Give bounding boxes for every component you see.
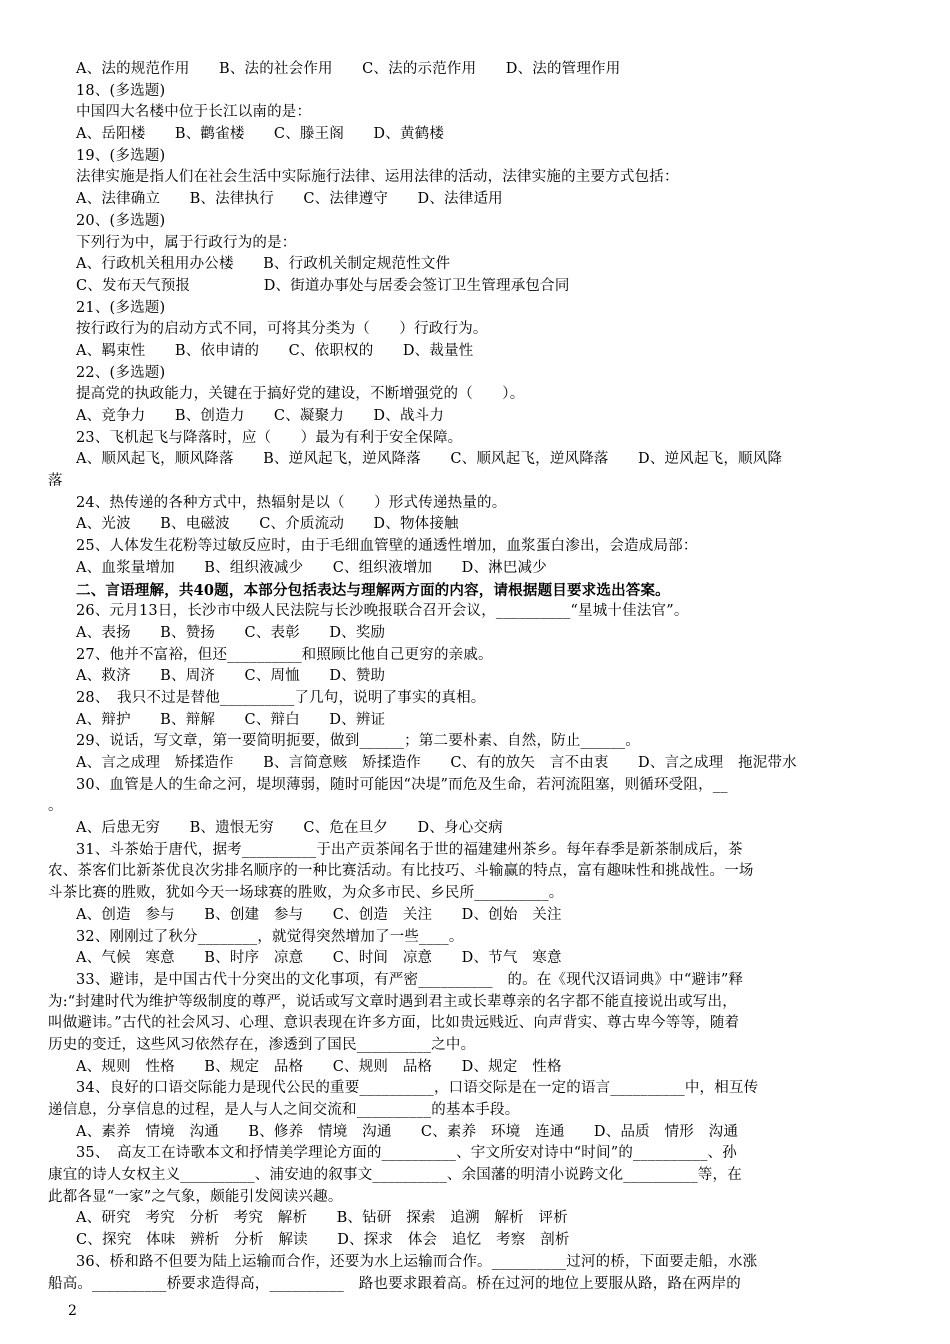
text-line-16: 提高党的执政能力，关键在于搞好党的建设，不断增强党的（ ）。 bbox=[76, 386, 525, 403]
question-31: 31、斗茶始于唐代，据考__________于出产贡茶闻名于世的福建建州茶乡。每年春季是新茶制成后，茶 bbox=[76, 841, 743, 858]
text-line-9: 下列行为中，属于行政行为的是： bbox=[76, 234, 297, 251]
text-line-10: A、行政机关租用办公楼 B、行政机关制定规范性文件 bbox=[76, 256, 451, 273]
question-32: 32、刚刚过了秋分________，就觉得突然增加了一些____。 bbox=[76, 928, 464, 945]
text-line-14: A、羁束性 B、依申请的 C、依职权的 D、裁量性 bbox=[76, 342, 474, 359]
text-line-45: 叫做避讳。”古代的社会风习、心理、意识表现在许多方面，比如贵远贱近、向声背实、尊古卑今等等，随着 bbox=[48, 1015, 740, 1032]
question-28: 28、 我只不过是替他__________了几句，说明了事实的真相。 bbox=[76, 689, 486, 706]
text-line-17: A、竞争力 B、创造力 C、凝聚力 D、战斗力 bbox=[76, 408, 445, 424]
question-18-header: 18、(多选题) bbox=[76, 82, 166, 99]
text-line-35: 。 bbox=[48, 798, 63, 815]
text-line-20: 落 bbox=[48, 473, 63, 490]
question-21-header: 21、(多选题) bbox=[76, 299, 166, 316]
question-22-header: 22、(多选题) bbox=[76, 364, 166, 381]
text-line-33: A、言之成理 矫揉造作 B、言简意赅 矫揉造作 C、有的放矢 言不由衷 D、言之成理 拖泥带水 bbox=[76, 755, 797, 771]
question-27: 27、他并不富裕，但还__________和照顾比他自己更穷的亲戚。 bbox=[76, 646, 493, 663]
section-heading: 二、言语理解，共40题，本部分包括表达与理解两方面的内容，请根据题目要求选出答案。 bbox=[76, 581, 670, 599]
text-line-38: 农、茶客们比新茶优良次劣排名顺序的一种比赛活动。有比技巧、斗输赢的特点，富有趣味性和挑战性。一场 bbox=[48, 863, 754, 880]
text-line-31: A、辩护 B、辩解 C、辩白 D、辨证 bbox=[76, 711, 386, 728]
text-line-53: 此都各显“一家”之气象，颇能引发阅读兴趣。 bbox=[48, 1188, 343, 1205]
text-line-47: A、规则 性格 B、规定 品格 C、规则 品格 D、规定 性格 bbox=[76, 1058, 562, 1075]
question-30: 30、血管是人的生命之河，堤坝薄弱，随时可能因“决堤”而危及生命，若河流阻塞，则循环受阻，__ bbox=[76, 776, 728, 793]
text-line-6: 法律实施是指人们在社会生活中实际施行法律、运用法律的活动，法律实施的主要方式包括： bbox=[76, 169, 679, 186]
text-line-42: A、气候 寒意 B、时序 凉意 C、时间 凉意 D、节气 寒意 bbox=[76, 950, 562, 967]
text-line-36: A、后患无穷 B、遗恨无穷 C、危在旦夕 D、身心交病 bbox=[76, 820, 503, 837]
text-line-13: 按行政行为的启动方式不同，可将其分类为（ ）行政行为。 bbox=[76, 321, 488, 338]
text-line-44: 为:“封建时代为维护等级制度的尊严，说话或写文章时遇到君主或长辈尊亲的名字都不能直接说出或写出， bbox=[48, 993, 737, 1010]
text-line-3: 中国四大名楼中位于长江以南的是： bbox=[76, 104, 312, 121]
text-line-52: 康宜的诗人女权主义__________、浦安迪的叙事文__________、余国藩的明清小说跨文化__________等，在 bbox=[48, 1167, 742, 1184]
text-line-1: A、法的规范作用 B、法的社会作用 C、法的示范作用 D、法的管理作用 bbox=[76, 61, 621, 77]
text-line-22: A、光波 B、电磁波 C、介质流动 D、物体接触 bbox=[76, 516, 459, 533]
text-line-27: A、表扬 B、赞扬 C、表彰 D、奖励 bbox=[76, 624, 386, 641]
text-line-29: A、救济 B、周济 C、周恤 D、赞助 bbox=[76, 668, 386, 685]
text-line-7: A、法律确立 B、法律执行 C、法律遵守 D、法律适用 bbox=[76, 191, 503, 208]
text-line-46: 历史的变迁，这些风习依然存在，渗透到了国民__________之中。 bbox=[48, 1036, 476, 1053]
text-line-55: C、探究 体味 辨析 分析 解读 D、探求 体会 追忆 考察 剖析 bbox=[76, 1232, 570, 1249]
question-36: 36、桥和路不但要为陆上运输而合作，还要为水上运输而合作。__________过河的桥，下面要走船，水涨 bbox=[76, 1253, 758, 1270]
text-line-54: A、研究 考究 分析 考究 解析 B、钻研 探索 追溯 解析 评析 bbox=[76, 1210, 568, 1227]
text-line-49: 递信息，分享信息的过程，是人与人之间交流和__________的基本手段。 bbox=[48, 1102, 520, 1118]
text-line-57: 船高。__________桥要求造得高，__________ 路也要求跟着高。桥在过河的地位上要服从路，路在两岸的 bbox=[48, 1275, 741, 1292]
question-20-header: 20、(多选题) bbox=[76, 212, 166, 229]
text-line-19: A、顺风起飞，顺风降落 B、逆风起飞，逆风降落 C、顺风起飞，逆风降落 D、逆风起飞，顺风降 bbox=[76, 451, 783, 468]
page-content bbox=[48, 59, 876, 1295]
text-line-4: A、岳阳楼 B、鹳雀楼 C、滕王阁 D、黄鹤楼 bbox=[76, 126, 445, 143]
text-line-40: A、创造 参与 B、创建 参与 C、创造 关注 D、创始 关注 bbox=[76, 906, 562, 923]
question-29: 29、说话，写文章，第一要简明扼要，做到______；第二要朴素、自然，防止______。 bbox=[76, 733, 640, 750]
text-line-39: 斗茶比赛的胜败，犹如今天一场球赛的胜败，为众多市民、乡民所__________。 bbox=[48, 885, 564, 902]
question-35: 35、 高友工在诗歌本文和抒情美学理论方面的__________、宇文所安对诗中“时间”的__________、孙 bbox=[76, 1145, 737, 1162]
question-19-header: 19、(多选题) bbox=[76, 147, 166, 164]
text-line-11: C、发布天气预报 D、街道办事处与居委会签订卫生管理承包合同 bbox=[76, 277, 570, 294]
question-33: 33、避讳，是中国古代十分突出的文化事项，有严密__________ 的。在《现代汉语词典》中“避讳”释 bbox=[76, 971, 744, 988]
text-line-24: A、血浆量增加 B、组织液减少 C、组织液增加 D、淋巴减少 bbox=[76, 559, 547, 576]
text-line-50: A、素养 情境 沟通 B、修养 情境 沟通 C、素养 环境 连通 D、品质 情形 沟通 bbox=[76, 1123, 739, 1140]
question-23: 23、飞机起飞与降落时，应（ ）最为有利于安全保障。 bbox=[76, 429, 463, 446]
page-number: 2 bbox=[68, 1303, 77, 1319]
question-26: 26、元月13日，长沙市中级人民法院与长沙晚报联合召开会议，__________“星城十佳法官”。 bbox=[76, 603, 689, 620]
question-34: 34、良好的口语交际能力是现代公民的重要__________，口语交际是在一定的语言__________中，相互传 bbox=[76, 1080, 759, 1097]
question-25: 25、人体发生花粉等过敏反应时，由于毛细血管壁的通透性增加，血浆蛋白渗出，会造成局部： bbox=[76, 538, 698, 555]
question-24: 24、热传递的各种方式中，热辐射是以（ ）形式传递热量的。 bbox=[76, 494, 507, 511]
